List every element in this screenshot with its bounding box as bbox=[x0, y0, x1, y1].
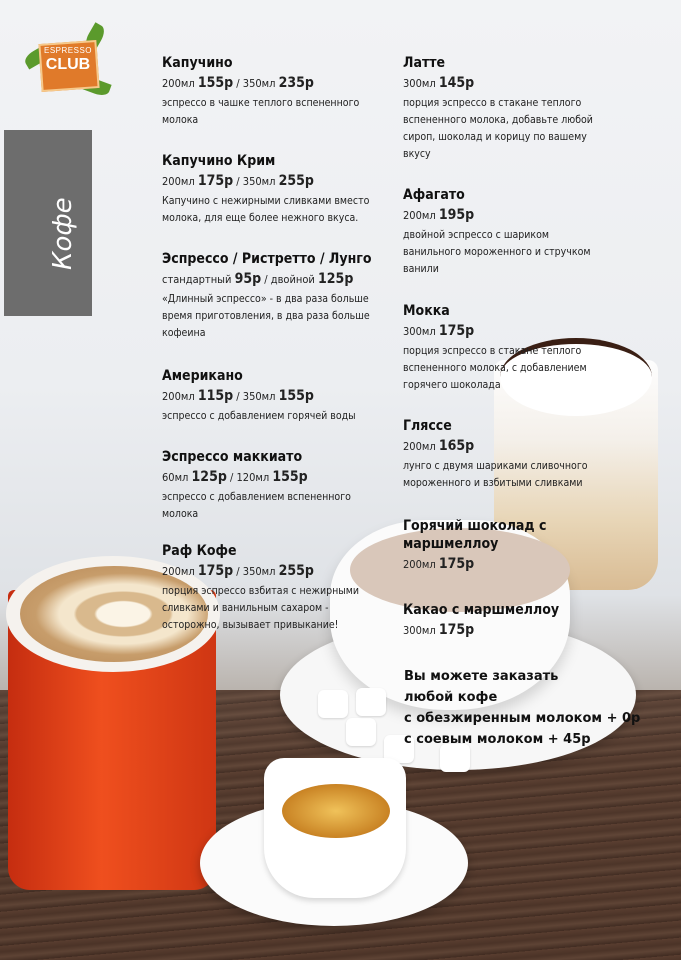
menu-item bbox=[403, 517, 613, 576]
price-value: 175р bbox=[438, 323, 475, 339]
menu-item bbox=[403, 302, 613, 394]
menu-item bbox=[162, 542, 394, 634]
item-description: молока bbox=[162, 114, 199, 126]
item-name: Капучино bbox=[162, 55, 233, 71]
price-value: 175р bbox=[438, 622, 475, 638]
espresso-club-logo bbox=[24, 30, 108, 100]
section-tab bbox=[4, 130, 92, 316]
price-size: 300мл bbox=[403, 624, 436, 637]
item-description: вспененного молока, с добавлением bbox=[403, 362, 587, 374]
price-separator: / bbox=[226, 471, 237, 484]
item-name: Латте bbox=[403, 55, 446, 71]
item-name: Раф Кофе bbox=[162, 543, 237, 559]
price-size: 200мл bbox=[403, 440, 436, 453]
item-name: Эспрессо / Ристретто / Лунго bbox=[162, 251, 372, 267]
menu-item bbox=[162, 367, 394, 425]
price-size: 200мл bbox=[403, 558, 436, 571]
price-size: 350мл bbox=[242, 565, 276, 578]
item-price bbox=[162, 560, 394, 583]
logo-top-text: ESPRESSO bbox=[44, 46, 93, 55]
item-description: сливками и ванильным сахаром - bbox=[162, 602, 329, 614]
item-description: вкусу bbox=[403, 148, 431, 160]
price-size: 120мл bbox=[236, 471, 270, 484]
item-price bbox=[403, 435, 613, 458]
item-name: Какао с маршмеллоу bbox=[403, 602, 560, 618]
section-title: Кофе bbox=[48, 197, 78, 270]
item-price bbox=[162, 466, 394, 489]
item-name: Горячий шоколад с маршмеллоу bbox=[403, 518, 547, 552]
note-line: любой кофе bbox=[404, 690, 498, 705]
item-price bbox=[403, 72, 613, 95]
price-separator: / bbox=[233, 175, 243, 188]
item-name: Афагато bbox=[403, 187, 465, 203]
price-size: 300мл bbox=[403, 325, 436, 338]
price-value: 195р bbox=[438, 207, 475, 223]
item-description: лунго с двумя шариками сливочного bbox=[403, 460, 588, 472]
price-value: 125р bbox=[191, 469, 227, 485]
item-description: время приготовления, в два раза больше bbox=[162, 310, 370, 322]
price-size: 200мл bbox=[403, 209, 436, 222]
item-description: эспрессо с добавлением вспененного bbox=[162, 491, 351, 503]
menu-item bbox=[162, 250, 394, 342]
price-separator: / bbox=[233, 390, 243, 403]
menu-item bbox=[403, 601, 613, 642]
item-description: порция эспрессо взбитая с нежирными bbox=[162, 585, 359, 597]
logo-main-text: CLUB bbox=[45, 56, 91, 73]
marshmallow-image bbox=[318, 690, 348, 718]
item-description: порция эспрессо в стакане теплого bbox=[403, 345, 582, 357]
price-separator: / bbox=[233, 565, 243, 578]
price-value: 165р bbox=[438, 438, 475, 454]
price-value: 155р bbox=[278, 388, 314, 404]
item-description: горячего шоколада bbox=[403, 379, 501, 391]
price-value: 175р bbox=[197, 563, 234, 579]
item-description: эспрессо в чашке теплого вспененного bbox=[162, 97, 360, 109]
price-value: 125р bbox=[318, 271, 354, 287]
price-value: 155р bbox=[272, 469, 308, 485]
item-name: Мокка bbox=[403, 303, 450, 319]
menu-item bbox=[403, 417, 613, 492]
item-description: двойной эспрессо с шариком bbox=[403, 229, 550, 241]
item-description: Капучино с нежирными сливками вместо bbox=[162, 195, 370, 207]
item-description: кофеина bbox=[162, 327, 206, 339]
price-size: 300мл bbox=[403, 77, 436, 90]
marshmallow-image bbox=[356, 688, 386, 716]
note-line: Вы можете заказать bbox=[404, 669, 559, 684]
item-price bbox=[403, 204, 613, 227]
item-description: мороженного и взбитыми сливками bbox=[403, 477, 583, 489]
item-description: сироп, шоколад и корицу по вашему bbox=[403, 131, 587, 143]
price-value: 255р bbox=[278, 563, 314, 579]
item-description: молока bbox=[162, 508, 199, 520]
price-size: 200мл bbox=[162, 565, 195, 578]
item-description: вспененного молока, добавьте любой bbox=[403, 114, 593, 126]
item-price bbox=[162, 268, 394, 291]
price-size: двойной bbox=[270, 273, 315, 286]
menu-item bbox=[403, 186, 613, 278]
item-price bbox=[162, 72, 394, 95]
item-description: эспрессо с добавлением горячей воды bbox=[162, 410, 356, 422]
marshmallow-image bbox=[346, 718, 376, 746]
price-value: 95р bbox=[234, 271, 262, 287]
item-name: Капучино Крим bbox=[162, 153, 276, 169]
price-value: 175р bbox=[438, 556, 475, 572]
menu-item bbox=[162, 152, 394, 227]
price-size: 200мл bbox=[162, 77, 195, 90]
note-line: с обезжиренным молоком + 0р bbox=[404, 711, 641, 726]
item-price bbox=[403, 619, 613, 642]
espresso-surface-image bbox=[282, 784, 390, 838]
item-description: осторожно, вызывает привыкание! bbox=[162, 619, 339, 631]
item-price bbox=[403, 553, 613, 576]
price-value: 115р bbox=[197, 388, 234, 404]
price-size: стандартный bbox=[162, 273, 232, 286]
milk-note bbox=[404, 666, 644, 750]
item-description: порция эспрессо в стакане теплого bbox=[403, 97, 582, 109]
item-name: Гляссе bbox=[403, 418, 452, 434]
price-value: 155р bbox=[197, 75, 234, 91]
price-separator: / bbox=[261, 273, 271, 286]
menu-item bbox=[162, 448, 394, 523]
item-description: ванили bbox=[403, 263, 439, 275]
price-value: 235р bbox=[278, 75, 314, 91]
price-size: 200мл bbox=[162, 390, 195, 403]
item-description: «Длинный эспрессо» - в два раза больше bbox=[162, 293, 369, 305]
menu-item bbox=[403, 54, 613, 163]
price-value: 175р bbox=[197, 173, 234, 189]
note-line: с соевым молоком + 45р bbox=[404, 732, 591, 747]
price-size: 60мл bbox=[162, 471, 189, 484]
item-name: Эспрессо маккиато bbox=[162, 449, 303, 465]
item-name: Американо bbox=[162, 368, 243, 384]
price-value: 255р bbox=[278, 173, 314, 189]
price-size: 350мл bbox=[242, 77, 276, 90]
price-size: 200мл bbox=[162, 175, 195, 188]
item-description: ванильного мороженного и стручком bbox=[403, 246, 591, 258]
item-price bbox=[403, 320, 613, 343]
price-size: 350мл bbox=[242, 390, 276, 403]
price-separator: / bbox=[233, 77, 243, 90]
menu-item bbox=[162, 54, 394, 129]
item-price bbox=[162, 385, 394, 408]
item-price bbox=[162, 170, 394, 193]
price-value: 145р bbox=[438, 75, 475, 91]
price-size: 350мл bbox=[242, 175, 276, 188]
item-description: молока, для еще более нежного вкуса. bbox=[162, 212, 359, 224]
